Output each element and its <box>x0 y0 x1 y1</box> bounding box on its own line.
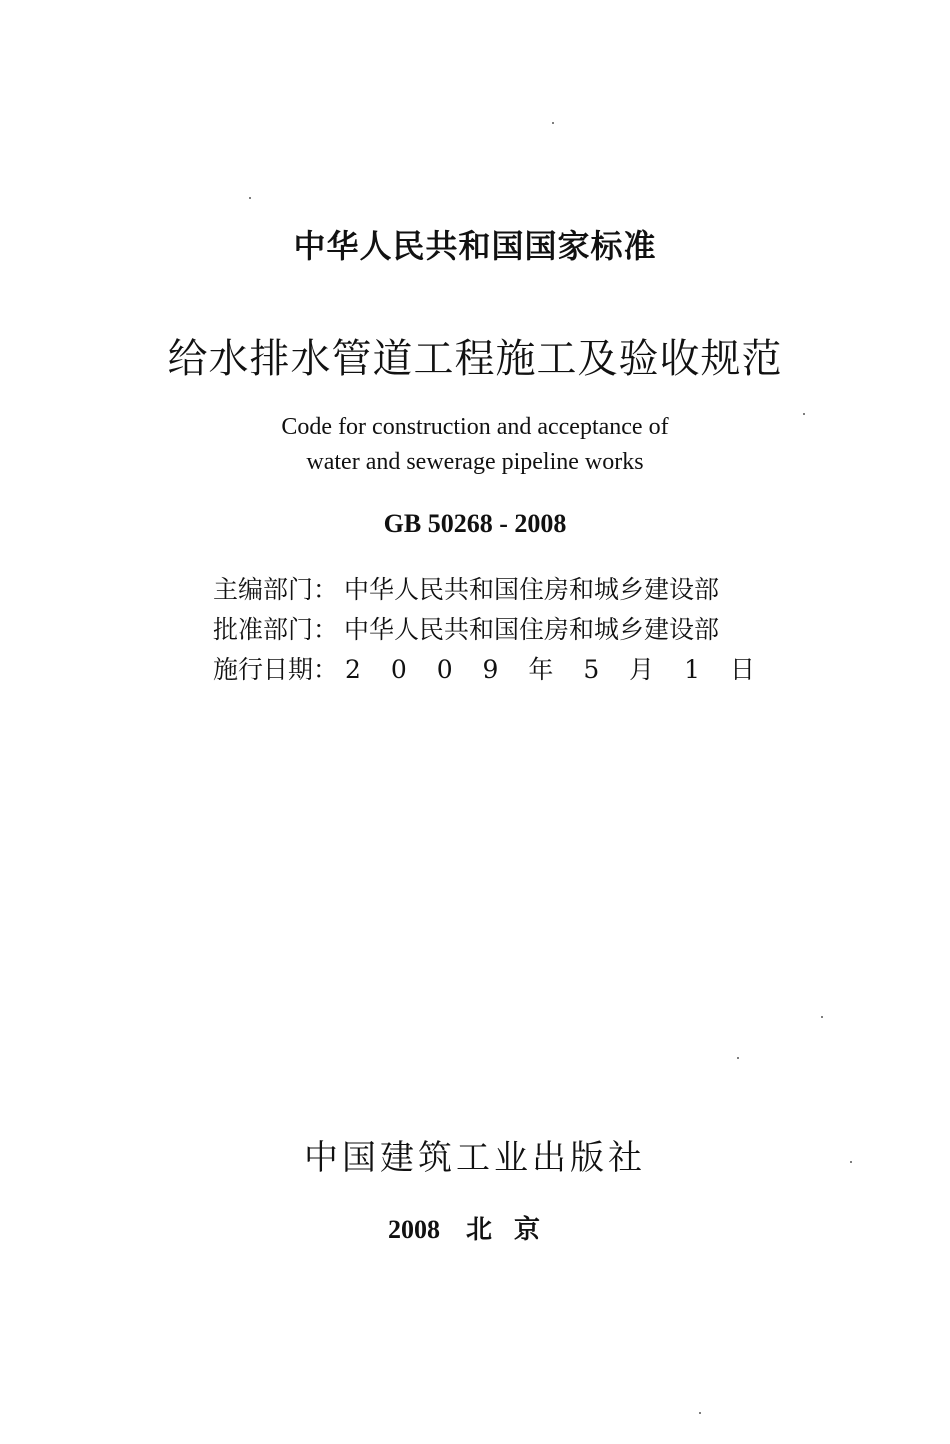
english-title-line-2: water and sewerage pipeline works <box>306 449 644 475</box>
publication-city: 北京 <box>465 1215 562 1244</box>
date-char: 1 <box>684 655 701 684</box>
date-char: 日 <box>729 655 755 684</box>
date-char: 5 <box>583 655 600 684</box>
date-char: 月 <box>629 655 655 684</box>
effective-date-row <box>213 651 773 689</box>
approver-value: 中华人民共和国住房和城乡建设部 <box>344 615 720 644</box>
scan-speck <box>803 413 805 415</box>
effective-date-value <box>345 651 755 689</box>
editor-row <box>213 571 773 609</box>
date-char: 年 <box>528 655 554 684</box>
date-char: 0 <box>436 655 453 684</box>
scan-speck <box>249 197 251 199</box>
date-char: 0 <box>390 655 407 684</box>
date-char: 9 <box>482 655 499 684</box>
english-title-line-1: Code for construction and acceptance of <box>281 414 669 440</box>
publication-year-and-city <box>0 1212 950 1248</box>
editor-value: 中华人民共和国住房和城乡建设部 <box>344 575 720 604</box>
approver-row <box>213 611 773 649</box>
scan-speck <box>850 1161 852 1163</box>
editor-label: 主编部门： <box>213 575 339 604</box>
date-char: 2 <box>345 655 361 684</box>
chinese-title: 给水排水管道工程施工及验收规范 <box>167 336 783 382</box>
standard-type-heading: 中华人民共和国国家标准 <box>293 227 657 265</box>
scan-speck <box>821 1016 823 1018</box>
publication-year: 2008 <box>387 1215 440 1244</box>
effective-date-label: 施行日期： <box>213 655 339 684</box>
approver-label: 批准部门： <box>213 615 339 644</box>
standard-code: GB 50268 - 2008 <box>383 509 567 538</box>
publisher-name: 中国建筑工业出版社 <box>304 1138 646 1178</box>
scan-speck <box>699 1412 701 1414</box>
scan-speck <box>552 122 554 124</box>
scan-speck <box>737 1057 739 1059</box>
